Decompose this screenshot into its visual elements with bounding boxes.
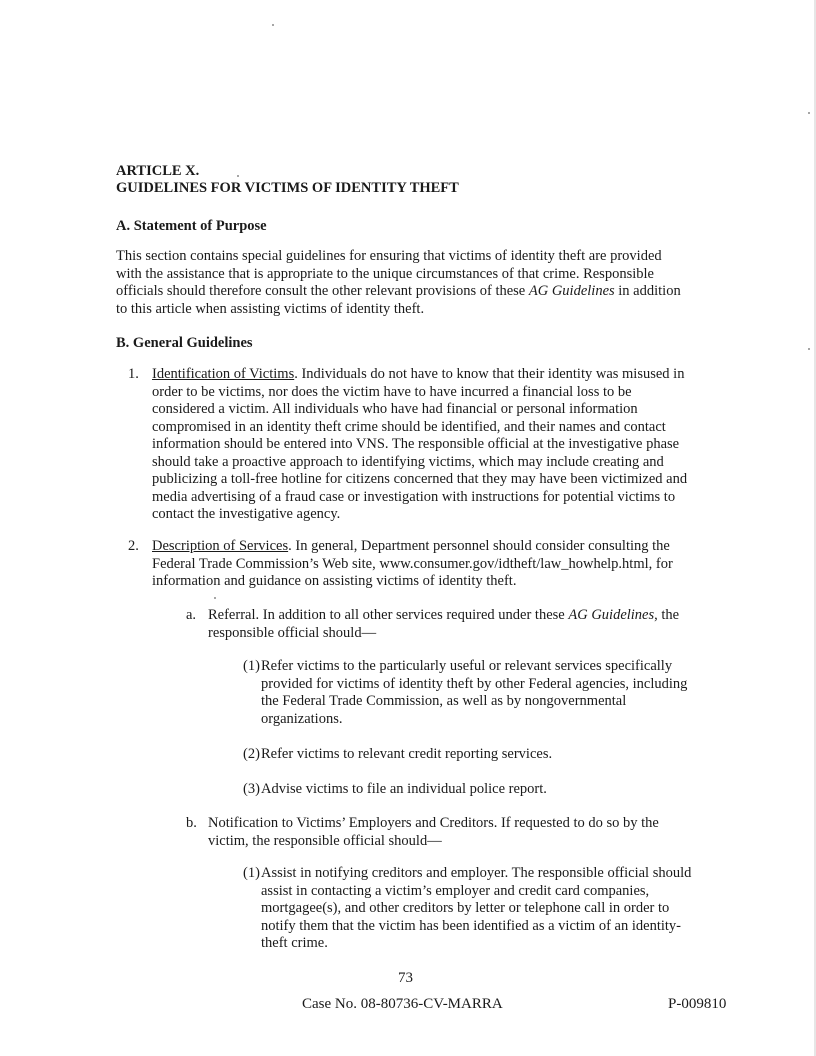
referral-subitem-2	[243, 746, 693, 764]
list-item-services	[128, 538, 688, 591]
scan-speck	[808, 112, 810, 114]
scan-speck	[214, 597, 216, 599]
subitem-text: Refer victims to the particularly useful or relevant services specifically provided for victims of identity theft by other Federal agencies, including the Federal Trade Commission, as well as by nongovernmental organizations.	[261, 658, 688, 727]
subitem-text: Assist in notifying creditors and employer. The responsible official should assist in contacting a victim’s employer and credit card companies, mortgagee(s), and other creditors by letter or telephone call in order to notify them that the victim has been identified as a victim of an identity-theft crime.	[261, 865, 692, 951]
list-item-identification	[128, 366, 688, 524]
list-marker: 2.	[128, 538, 139, 554]
purpose-italic: AG Guidelines	[528, 283, 615, 299]
list-marker: 1.	[128, 366, 139, 382]
item-text: . In general, Department personnel should consider consulting the Federal Trade Commission’s Web site, www.consumer.gov/idtheft/law_howhelp.html, for information and guidance on assisting victims of identity theft.	[152, 538, 673, 589]
list-marker: a.	[186, 607, 197, 623]
list-item-body	[152, 366, 688, 524]
subsection-italic: AG Guidelines	[568, 607, 655, 623]
purpose-text-end: in addition to this article when assisting victims of identity theft.	[116, 283, 681, 317]
subsection-referral	[186, 607, 686, 642]
article-title: GUIDELINES FOR VICTIMS OF IDENTITY THEFT	[116, 180, 459, 196]
scan-speck	[237, 175, 239, 177]
item-title: Identification of Victims	[152, 366, 295, 382]
list-marker: (2)	[243, 746, 260, 762]
scan-speck	[272, 24, 274, 26]
subsection-notification	[186, 815, 686, 850]
list-marker: (1)	[243, 658, 260, 674]
subsection-text: Notification to Victims’ Employers and Creditors. If requested to do so by the victim, the responsible official should—	[208, 815, 659, 849]
list-marker: b.	[186, 815, 197, 831]
case-number: Case No. 08-80736-CV-MARRA	[302, 996, 503, 1012]
subitem-text: Refer victims to relevant credit reporting services.	[261, 746, 553, 762]
item-text: . Individuals do not have to know that their identity was misused in order to be victims, nor does the victim have to have incurred a financial loss to be considered a victim. All individuals who have had financial or personal information compromised in an identity theft crime should be identified, and their names and contact information should be entered into VNS. The responsible official at the investigative phase should take a proactive approach to identifying victims, which may include creating and publicizing a toll-free hotline for citizens concerned that they may have been victimized and media advertising of a fraud case or investigation with instructions for potential victims to contact the investigative agency.	[152, 366, 688, 522]
purpose-text: This section contains special guidelines for ensuring that victims of identity theft are provided with the assistance that is appropriate to the unique circumstances of that crime. Responsible officials should therefore consult the other relevant provisions of these	[116, 248, 662, 299]
list-item-body	[152, 538, 688, 591]
referral-subitem-1	[243, 658, 693, 728]
bates-number: P-009810	[668, 996, 727, 1012]
list-marker: (1)	[243, 865, 260, 881]
list-marker: (3)	[243, 781, 260, 797]
section-a-heading: A. Statement of Purpose	[116, 218, 267, 234]
item-title: Description of Services	[152, 538, 289, 554]
subsection-text: Referral. In addition to all other services required under these	[208, 607, 569, 623]
section-b-heading: B. General Guidelines	[116, 335, 253, 351]
page-number: 73	[398, 970, 413, 986]
subitem-text: Advise victims to file an individual police report.	[261, 781, 547, 797]
subsection-body	[208, 607, 686, 642]
purpose-paragraph	[116, 248, 691, 318]
referral-subitem-3	[243, 781, 693, 799]
scan-speck	[808, 348, 810, 350]
article-number: ARTICLE X.	[116, 163, 200, 179]
notification-subitem-1	[243, 865, 693, 953]
subsection-text-end: , the responsible official should—	[208, 607, 680, 641]
